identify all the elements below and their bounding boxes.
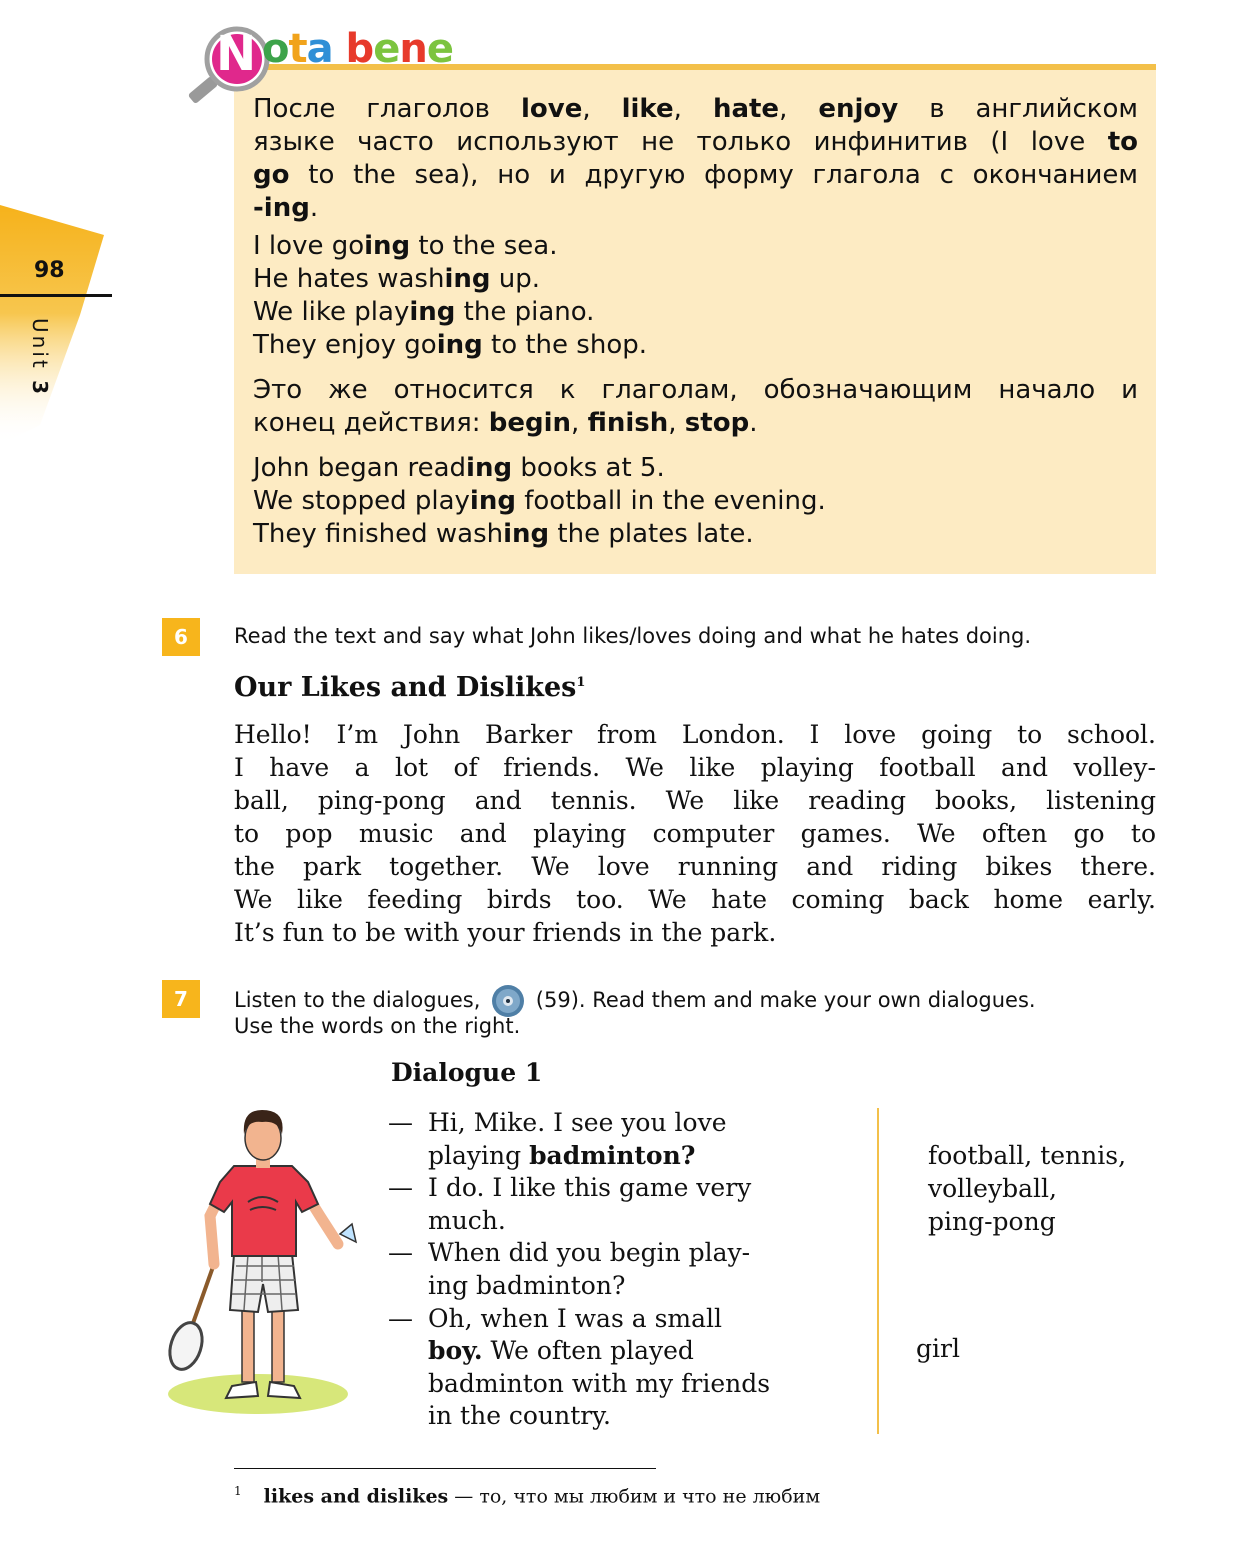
rule-line: Это же относится к глаголам, обозначающим начало и [253, 375, 1138, 405]
dialogue-line: ing badminton? [428, 1271, 626, 1300]
nota-bene-rule-1 [253, 93, 1138, 225]
nota-bene-rule-2 [253, 374, 1138, 440]
title-letter: o [262, 26, 289, 72]
story-title-footnote-mark: 1 [576, 675, 586, 690]
example-line: John began reading books at 5. [253, 453, 665, 483]
dialogue-line: badminton with my friends [428, 1368, 771, 1398]
substitution-word: ping-pong [928, 1207, 1056, 1236]
footnote-definition: — то, что мы любим и что не любим [448, 1485, 821, 1508]
footnote [234, 1484, 820, 1507]
title-letter: a [306, 26, 333, 72]
page-number: 98 [34, 258, 65, 283]
exercise-6-number: 6 [162, 618, 200, 656]
dialogue-line: —When did you begin play- [388, 1238, 751, 1268]
dialogue-line: —I do. I like this game very [388, 1173, 752, 1203]
substitution-word: volleyball, [928, 1174, 1057, 1203]
tab-divider [0, 294, 112, 297]
footnote-rule [234, 1468, 656, 1469]
story-title-text: Our Likes and Dislikes [234, 672, 577, 703]
story-line: I have a lot of friends. We like playing football and volley- [234, 753, 1156, 782]
nota-bene-initial: N [216, 26, 257, 82]
example-line: I love going to the sea. [253, 231, 558, 261]
unit-number: 3 [28, 380, 52, 397]
dialogue-title: Dialogue 1 [391, 1058, 543, 1087]
story-line: ball, ping-pong and tennis. We like reading books, listening [234, 786, 1156, 815]
example-line: They enjoy going to the shop. [253, 330, 647, 360]
substitution-divider [877, 1108, 879, 1434]
unit-side-tab [0, 205, 112, 445]
story-line: to pop music and playing computer games. We often go to [234, 819, 1156, 848]
title-letter: b [345, 26, 374, 72]
nota-bene-examples-1 [253, 230, 1138, 362]
rule-line: -ing. [253, 193, 319, 223]
story-line: Hello! I’m John Barker from London. I love going to school. [234, 720, 1156, 749]
example-line: We stopped playing football in the evening. [253, 486, 826, 516]
dialogue-line: —Oh, when I was a small [388, 1303, 723, 1333]
dialogue-line: much. [428, 1205, 506, 1235]
substitution-word: football, tennis, [928, 1141, 1127, 1170]
exercise-7-instruction-line2: Use the words on the right. [234, 1014, 521, 1038]
example-line: We like playing the piano. [253, 297, 595, 327]
title-letter [333, 26, 346, 72]
unit-word: Unit [28, 318, 52, 371]
dialogue-line: boy. We often played [428, 1336, 694, 1366]
substitution-word-2: girl [916, 1334, 960, 1363]
exercise-7-number: 7 [162, 980, 200, 1018]
rule-line: конец действия: begin, finish, stop. [253, 408, 758, 438]
boy-with-racket-illustration [162, 1104, 362, 1422]
dialogue-line: playing badminton? [428, 1140, 696, 1170]
unit-label [28, 318, 52, 397]
exercise-6-instruction: Read the text and say what John likes/loves doing and what he hates doing. [234, 624, 1032, 648]
title-letter: t [288, 26, 307, 72]
dialogue-line: in the country. [428, 1401, 611, 1431]
example-line: They finished washing the plates late. [253, 519, 754, 549]
example-line: He hates washing up. [253, 264, 541, 294]
title-letter: e [426, 26, 453, 72]
title-letter: e [373, 26, 400, 72]
story-line: We like feeding birds too. We hate coming back home early. [234, 885, 1156, 914]
story-title [234, 672, 585, 703]
rule-line: После глаголов love, like, hate, enjoy в английском [253, 94, 1139, 124]
exercise-7-instruction-part1: Listen to the dialogues, [234, 988, 481, 1012]
nota-bene-examples-2 [253, 452, 1138, 551]
footnote-mark: 1 [234, 1484, 242, 1498]
rule-line: языке часто используют не только инфинитив (I love to [253, 127, 1138, 157]
title-letter: n [399, 26, 427, 72]
exercise-7-instruction-part2: (59). Read them and make your own dialogues. [535, 988, 1036, 1012]
rule-line: go to the sea), но и другую форму глагола с окончанием [253, 160, 1138, 190]
story-line: the park together. We love running and riding bikes there. [234, 852, 1156, 881]
story-line: It’s fun to be with your friends in the park. [234, 918, 777, 947]
dialogue-line: —Hi, Mike. I see you love [388, 1108, 727, 1137]
nota-bene-title [262, 26, 453, 72]
footnote-term: likes and dislikes [263, 1485, 449, 1508]
